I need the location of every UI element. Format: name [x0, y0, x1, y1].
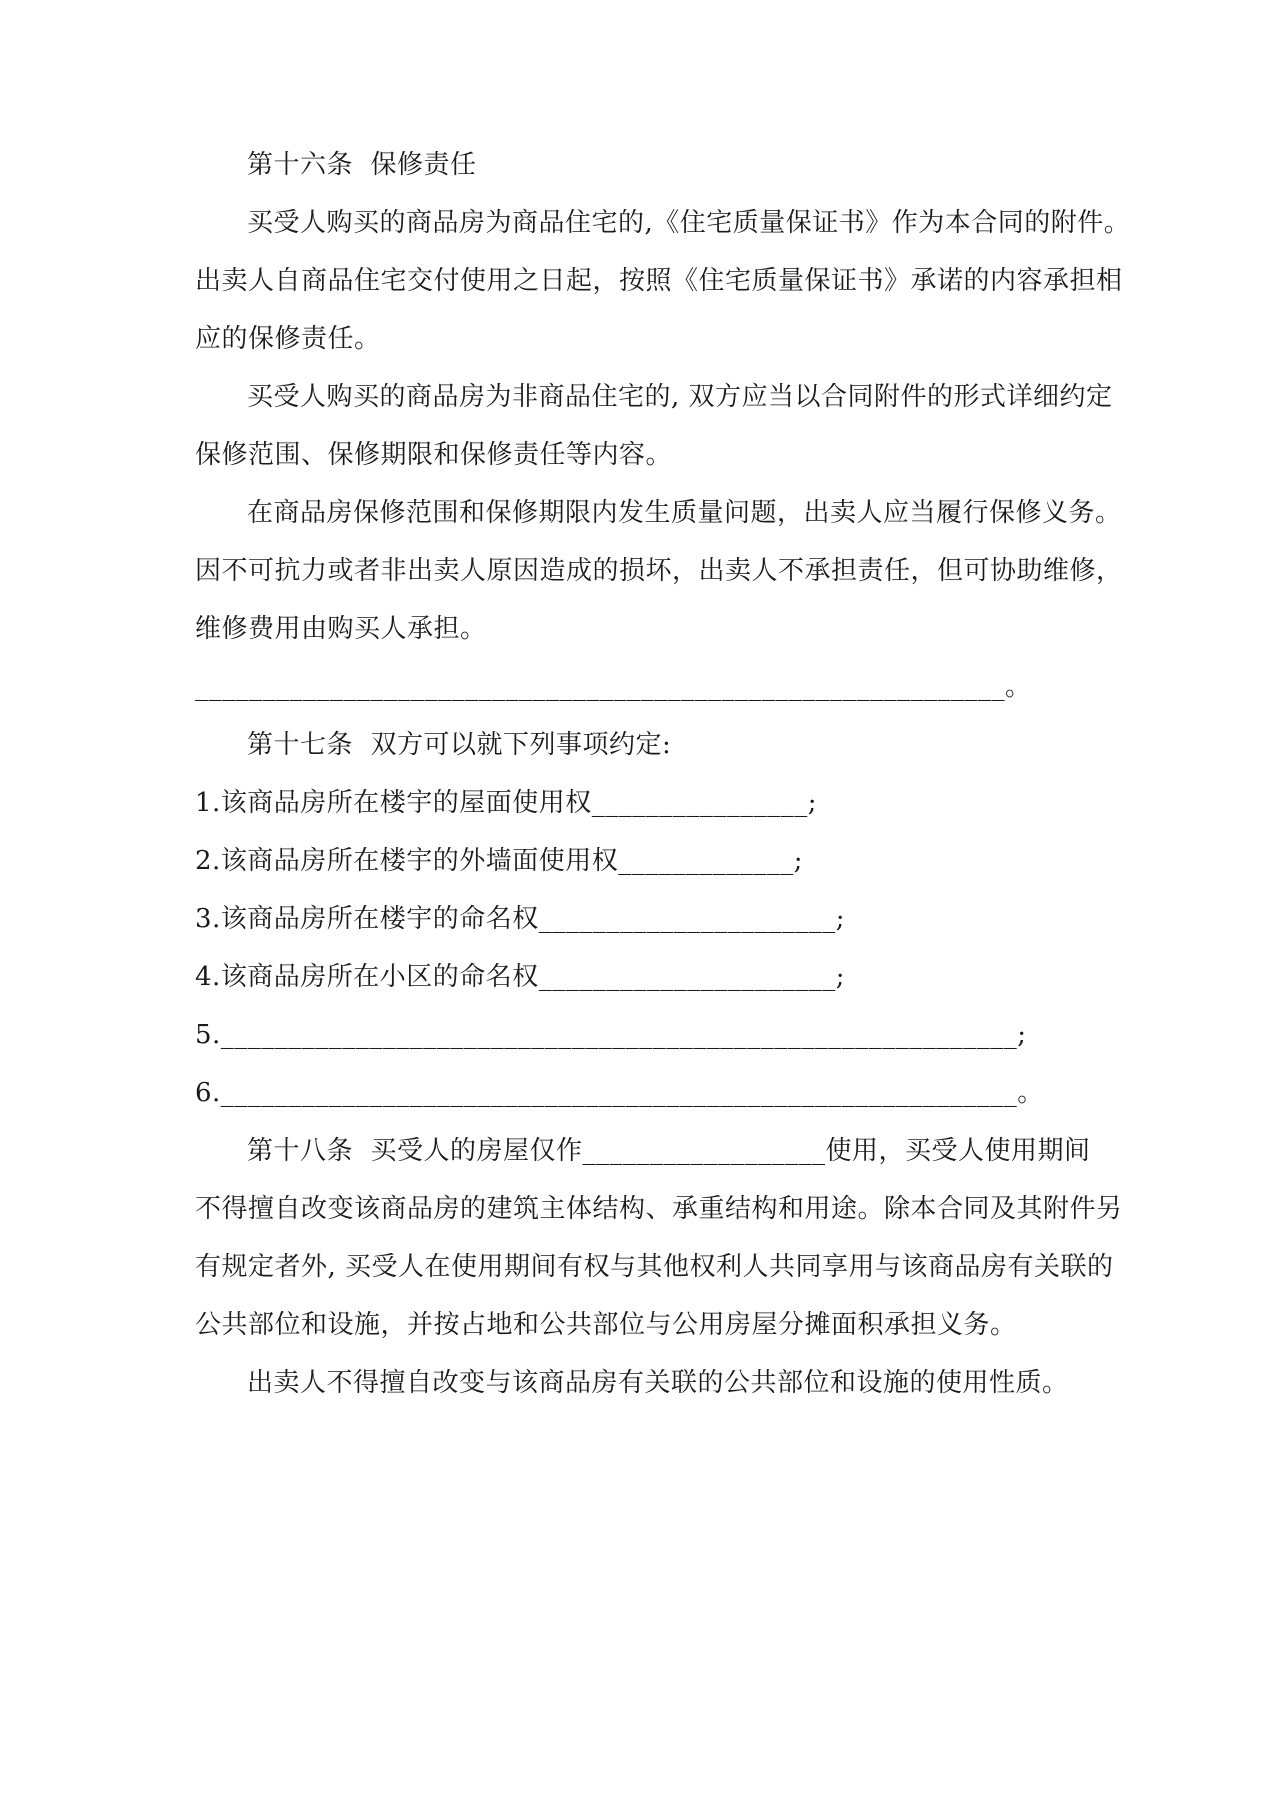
article17-item: 2.该商品房所在楼宇的外墙面使用权_____________;	[195, 846, 804, 876]
article16-p1-line2: 出卖人自商品住宅交付使用之日起，按照《住宅质量保证书》承诺的内容承担相	[195, 266, 1123, 296]
article16-blank-line: ____________________________________________________________。	[195, 672, 1032, 702]
article17-item: 6.___________________________________________________________。	[195, 1078, 1044, 1108]
article18-p1-line3: 有规定者外, 买受人在使用期间有权与其他权利人共同享用与该商品房有关联的	[195, 1252, 1114, 1282]
article16-p3-line1: 在商品房保修范围和保修期限内发生质量问题，出卖人应当履行保修义务。	[247, 498, 1122, 528]
article18-p2-line1: 出卖人不得擅自改变与该商品房有关联的公共部位和设施的使用性质。	[247, 1368, 1069, 1398]
article17-item: 1.该商品房所在楼宇的屋面使用权________________;	[195, 788, 818, 818]
article17-item: 3.该商品房所在楼宇的命名权______________________;	[195, 904, 846, 934]
article16-p2-line1: 买受人购买的商品房为非商品住宅的, 双方应当以合同附件的形式详细约定	[247, 382, 1113, 412]
article17-heading: 第十七条 双方可以就下列事项约定:	[247, 730, 672, 760]
article18-p1-line2: 不得擅自改变该商品房的建筑主体结构、承重结构和用途。除本合同及其附件另	[195, 1194, 1123, 1224]
article16-p3-line2: 因不可抗力或者非出卖人原因造成的损坏，出卖人不承担责任，但可协助维修，	[195, 556, 1123, 586]
article17-item: 5.___________________________________________________________;	[195, 1020, 1027, 1050]
article18-p1-line1: 第十八条 买受人的房屋仅作__________________使用，买受人使用期间	[247, 1136, 1091, 1166]
article16-heading: 第十六条 保修责任	[247, 150, 477, 180]
article17-item: 4.该商品房所在小区的命名权______________________;	[195, 962, 846, 992]
article16-p1-line3: 应的保修责任。	[195, 324, 381, 354]
article16-p3-line3: 维修费用由购买人承担。	[195, 614, 487, 644]
article16-p2-line2: 保修范围、保修期限和保修责任等内容。	[195, 440, 673, 470]
article16-p1-line1: 买受人购买的商品房为商品住宅的,《住宅质量保证书》作为本合同的附件。	[247, 208, 1131, 238]
article18-p1-line4: 公共部位和设施，并按占地和公共部位与公用房屋分摊面积承担义务。	[195, 1310, 1017, 1340]
